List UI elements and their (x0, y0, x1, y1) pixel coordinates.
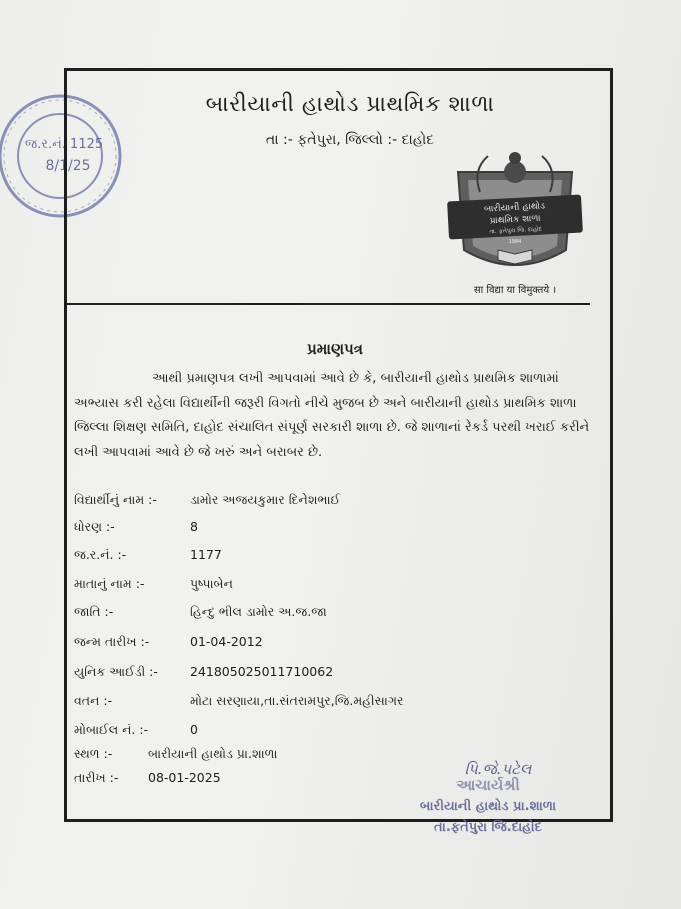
school-address: તા :- ફતેપુરા, જિલ્લો :- દાહોદ (265, 132, 435, 148)
logo-band-line1: બારીયાની હાથોડ (483, 201, 546, 215)
field-value: 241805025011710062 (190, 664, 334, 679)
field-label: વતન :- (74, 693, 113, 708)
certificate-heading: પ્રમાણપત્ર (306, 340, 364, 358)
field-label: સ્થળ :- (74, 746, 113, 761)
school-name: બારીયાની હાથોડ પ્રાથમિક શાળા (205, 92, 495, 117)
principal-signature-stamp (380, 752, 590, 842)
signature-role: આચાર્યશ્રી (456, 776, 520, 794)
signature-place: તા.ફતેપુરા જિ.દાહોદ (434, 820, 542, 835)
field-label: માતાનું નામ :- (74, 576, 145, 591)
field-value: હિન્દુ ભીલ ડામોર અ.જ.જા (190, 604, 327, 619)
field-label: જન્મ તારીખ :- (74, 634, 150, 649)
logo-band-line3: તા. ફતેપુરા જિ. દાહોદ (489, 225, 543, 236)
logo-band-line2: પ્રાથમિક શાળા (489, 213, 541, 227)
signature-school: બારીયાની હાથોડ પ્રા.શાળા (419, 799, 557, 814)
signature-scrawl: પિ.જે.પટેલ (464, 760, 532, 778)
field-value: ડામોર અજયકુમાર દિનેશભાઈ (190, 492, 341, 507)
logo-since: 1984 (508, 239, 522, 245)
field-label: જ.ર.નં. :- (74, 547, 127, 562)
field-value: 08-01-2025 (148, 770, 221, 785)
field-label: જાતિ :- (74, 604, 114, 619)
field-value: 8 (190, 519, 198, 534)
field-label: વિદ્યાર્થીનું નામ :- (74, 492, 157, 507)
field-value: પુષ્પાબેન (190, 576, 233, 591)
seal-number: જ.ર.નં. 1125 (24, 137, 104, 152)
field-value: 0 (190, 722, 198, 737)
field-label: ધોરણ :- (74, 519, 115, 534)
seal-date: 8/1/25 (45, 158, 91, 174)
header-divider (64, 303, 590, 305)
certificate-body: આથી પ્રમાણપત્ર લખી આપવામાં આવે છે કે, બારીયાની હાથોડ પ્રાથમિક શાળામાં અભ્યાસ કરી રહેલા વિદ્યાર્થીની જરૂરી વિગતો નીચે મુજબ છે અને બારીયાની હાથોડ પ્રાથમિક શાળા જિલ્લા શિક્ષણ સમિતિ, દાહોદ સંચાલિત સંપૂર્ણ સરકારી શાળા છે. જે શાળાનાં રેકર્ડ પરથી ખરાઈ કરીને લખી આપવામાં આવે છે જે ખરું અને બરાબર છે. (74, 371, 590, 460)
field-value: મોટા સરણાયા,તા.સંતરામપુર,જિ.મહીસાગર (190, 693, 404, 708)
field-label: તારીખ :- (74, 770, 119, 785)
field-label: મોબાઈલ નં. :- (74, 722, 149, 737)
field-value: 1177 (190, 547, 222, 562)
field-value: બારીયાની હાથોડ પ્રા.શાળા (148, 746, 278, 761)
school-logo (440, 150, 590, 302)
field-label: યુનિક આઈડી :- (74, 664, 158, 679)
field-value: 01-04-2012 (190, 634, 263, 649)
logo-motto: सा विद्या या विमुक्तये । (473, 285, 557, 296)
